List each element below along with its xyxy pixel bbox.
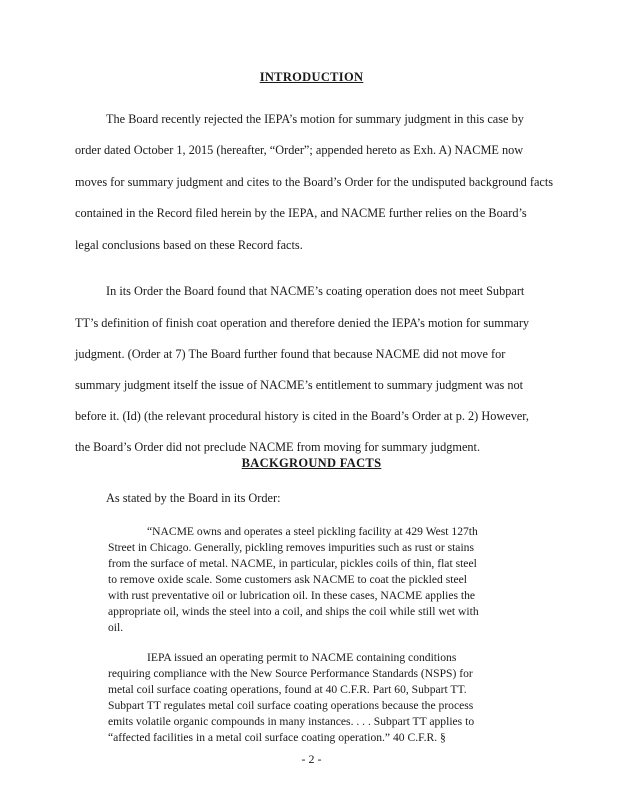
paragraph-1-line: contained in the Record filed herein by the IEPA, and NACME further relies on the Board’s — [75, 206, 527, 220]
paragraph-2-line: summary judgment itself the issue of NACME’s entitlement to summary judgment was not — [75, 378, 524, 392]
quote-line: requiring compliance with the New Source Performance Standards (NSPS) for — [108, 667, 473, 680]
intro-sentence: As stated by the Board in its Order: — [106, 491, 281, 505]
quote-line: “affected facilities in a metal coil surface coating operation.” 40 C.F.R. § — [108, 731, 446, 744]
paragraph-2-line: In its Order the Board found that NACME’s coating operation does not meet Subpart — [106, 284, 525, 298]
paragraph-1-line: legal conclusions based on these Record facts. — [75, 238, 303, 252]
quote-line: oil. — [108, 621, 124, 634]
quote-line: with rust preventative oil or lubrication oil. In these cases, NACME applies the — [108, 589, 476, 602]
quote-line: “NACME owns and operates a steel pickling facility at 429 West 127th — [147, 525, 478, 538]
paragraph-2-line: judgment. (Order at 7) The Board further found that because NACME did not move for — [75, 347, 506, 361]
quote-line: metal coil surface coating operations, found at 40 C.F.R. Part 60, Subpart TT. — [108, 683, 467, 696]
quote-line: appropriate oil, winds the steel into a coil, and ships the coil while still wet with — [108, 605, 479, 618]
introduction-heading: INTRODUCTION — [259, 70, 364, 84]
paragraph-2-line: TT’s definition of finish coat operation and therefore denied the IEPA’s motion for summary — [75, 316, 530, 330]
page-number: - 2 - — [301, 752, 322, 766]
paragraph-2-line: the Board’s Order did not preclude NACME from moving for summary judgment. — [75, 440, 481, 454]
quote-line: Street in Chicago. Generally, pickling removes impurities such as rust or stains — [108, 541, 474, 554]
background-facts-heading: BACKGROUND FACTS — [241, 456, 382, 470]
quote-line: Subpart TT regulates metal coil surface coating operations because the process — [108, 699, 474, 712]
paragraph-1-line: order dated October 1, 2015 (hereafter, “Order”; appended hereto as Exh. A) NACME now — [75, 143, 524, 157]
paragraph-2-line: before it. (Id) (the relevant procedural history is cited in the Board’s Order at p. 2) However, — [75, 409, 529, 423]
quote-line: IEPA issued an operating permit to NACME containing conditions — [147, 651, 457, 664]
paragraph-1-line: moves for summary judgment and cites to the Board’s Order for the undisputed background facts — [75, 175, 554, 189]
paragraph-1-line: The Board recently rejected the IEPA’s motion for summary judgment in this case by — [106, 112, 524, 126]
quote-line: emits volatile organic compounds in many instances. . . . Subpart TT applies to — [108, 715, 475, 728]
quote-line: to remove oxide scale. Some customers ask NACME to coat the pickled steel — [108, 573, 467, 586]
quote-line: from the surface of metal. NACME, in particular, pickles coils of thin, flat steel — [108, 557, 477, 570]
